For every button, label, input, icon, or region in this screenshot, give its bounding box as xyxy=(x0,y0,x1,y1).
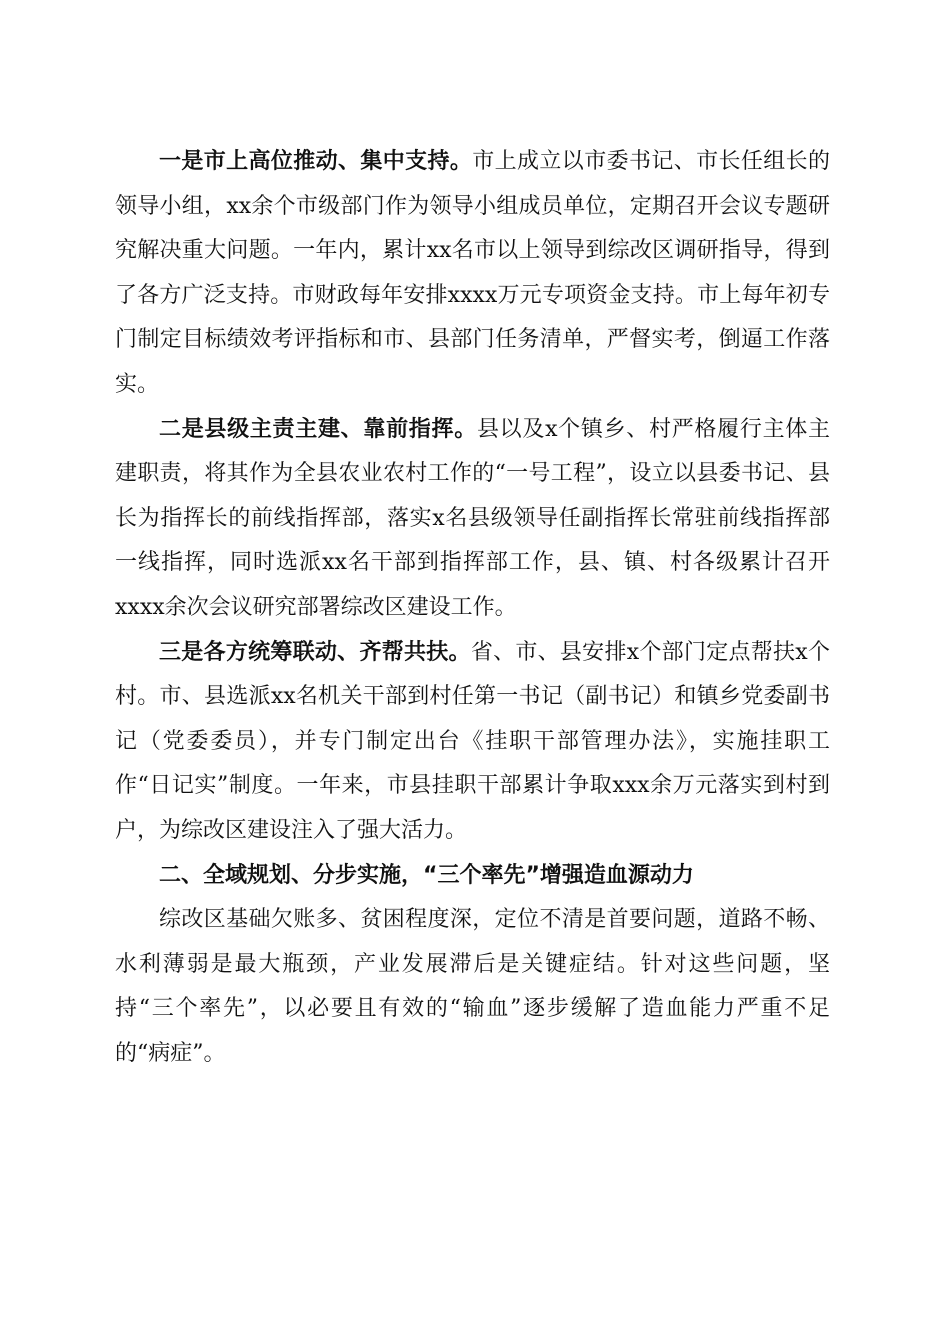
paragraph-lead-joint: 三是各方统筹联动、齐帮共扶。 xyxy=(159,639,471,665)
paragraph-body-city: 市上成立以市委书记、市长任组长的领导小组，xx余个市级部门作为领导小组成员单位，定期召开会议专题研究解决重大问题。一年内，累计xx名市以上领导到综改区调研指导，得到了各方广泛支持。市财政每年安排xxxx万元专项资金支持。市上每年初专门制定目标绩效考评指标和市、县部门任务清单，严督实考，倒逼工作落实。 xyxy=(115,149,830,397)
paragraph-lead-city: 一是市上高位推动、集中支持。 xyxy=(159,149,473,174)
section-heading: 二、全域规划、分步实施，“三个率先”增强造血源动力 xyxy=(159,862,694,888)
paragraph-closing: 综改区基础欠账多、贫困程度深，定位不清是首要问题，道路不畅、水利薄弱是最大瓶颈，产业发展滞后是关键症结。针对这些问题，坚持“三个率先”，以必要且有效的“输血”逐步缓解了造血能力严重不足的“病症”。 xyxy=(115,907,830,1066)
paragraph-city-support xyxy=(115,140,830,408)
paragraph-joint-assistance xyxy=(115,631,830,854)
paragraph-lead-county: 二是县级主责主建、靠前指挥。 xyxy=(159,416,477,442)
paragraph-county-command xyxy=(115,408,830,631)
document-body xyxy=(115,140,830,1076)
paragraph-body-joint: 省、市、县安排x个部门定点帮扶x个村。市、县选派xx名机关干部到村任第一书记（副书记）和镇乡党委副书记（党委委员），并专门制定出台《挂职干部管理办法》，实施挂职工作“日记实”制度。一年来，市县挂职干部累计争取xxx余万元落实到村到户，为综改区建设注入了强大活力。 xyxy=(115,639,830,843)
paragraph-body-county: 县以及x个镇乡、村严格履行主体主建职责，将其作为全县农业农村工作的“一号工程”，设立以县委书记、县长为指挥长的前线指挥部，落实x名县级领导任副指挥长常驻前线指挥部一线指挥，同时选派xx名干部到指挥部工作，县、镇、村各级累计召开xxxx余次会议研究部署综改区建设工作。 xyxy=(115,416,830,620)
